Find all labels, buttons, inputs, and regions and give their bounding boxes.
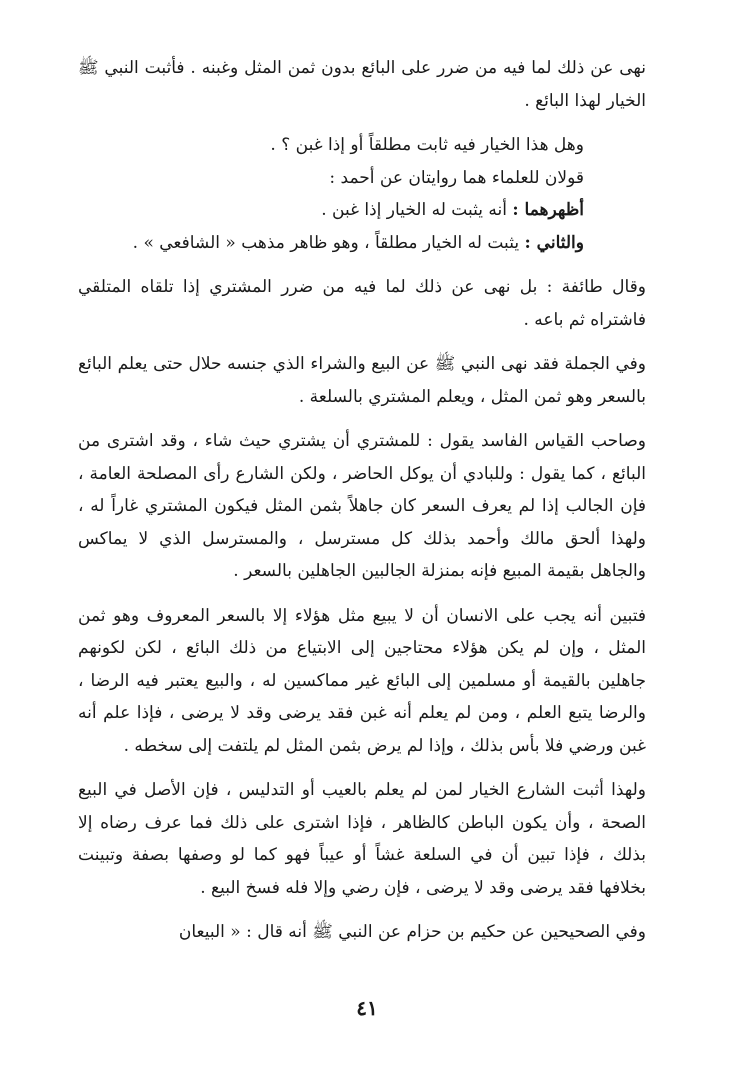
first-opinion-label: أظهرهما : [512, 200, 584, 220]
paragraph-1: نهى عن ذلك لما فيه من ضرر على البائع بدون ثمن المثل وغبنه . فأثبت النبي ﷺ الخيار لهذا البائع . [78, 58, 646, 111]
page-number: ٤١ [356, 996, 378, 1020]
second-opinion-text: يثبت له الخيار مطلقاً ، وهو ظاهر مذهب « الشافعي » . [132, 232, 520, 253]
paragraph-summary: وفي الجملة فقد نهى النبي ﷺ عن البيع والشراء الذي جنسه حلال حتى يعلم البائع بالسعر وهو ثمن المثل ، ويعلم المشتري بالسلعة . [78, 354, 646, 407]
paragraph-taifa: وقال طائفة : بل نهى عن ذلك لما فيه من ضرر المشتري إذا تلقاه المتلقي فاشتراه ثم باعه . [78, 277, 646, 330]
second-opinion-label: والثاني : [524, 232, 584, 253]
paragraph-question: وهل هذا الخيار فيه ثابت مطلقاً أو إذا غبن ؟ . [270, 135, 584, 155]
paragraph-two-opinions: قولان للعلماء هما روايتان عن أحمد : [329, 167, 584, 188]
paragraph-khiyar: ولهذا أثبت الشارع الخيار لمن لم يعلم بالعيب أو التدليس ، فإن الأصل في البيع الصحة ، وأن يكون الباطن كالظاهر ، فإذا اشترى على ذلك فما عرف رضاه إلا بذلك ، فإذا تبين أن في السلعة غشاً أو عيباً فهو كما لو وصفها بصفة وتبينت بخلافها فقد يرضى وقد لا يرضى ، فإن رضي وإلا فله فسخ البيع . [78, 780, 646, 898]
paragraph-first-opinion [78, 194, 584, 227]
paragraph-qiyas: وصاحب القياس الفاسد يقول : للمشتري أن يشتري حيث شاء ، وقد اشترى من البائع ، كما يقول : وللبادي أن يوكل الحاضر ، ولكن الشارع رأى المصلحة العامة ، فإن الجالب إذا لم يعرف السعر كان جاهلاً بثمن المثل فيكون المشتري غاراً له ، ولهذا ألحق مالك وأحمد بذلك كل مسترسل ، والمسترسل الذي لا يماكس والجاهل بقيمة المبيع فإنه بمنزلة الجالبين الجاهلين بالسعر . [78, 431, 646, 581]
paragraph-second-opinion [78, 227, 584, 260]
paragraph-conclusion: فتبين أنه يجب على الانسان أن لا يبيع مثل هؤلاء إلا بالسعر المعروف وهو ثمن المثل ، وإن لم يكن هؤلاء محتاجين إلى الابتياع من ذلك البائع ، لكن لكونهم جاهلين بالقيمة أو مسلمين إلى البائع غير مماكسين له ، والبيع يعتبر فيه الرضا ، والرضا يتبع العلم ، ومن لم يعلم أنه غبن فقد يرضى وقد لا يرضى ، فإذا علم أنه غبن ورضي فلا بأس بذلك ، وإذا لم يرض بثمن المثل لم يلتفت إلى سخطه . [78, 605, 646, 756]
first-opinion-text: أنه يثبت له الخيار إذا غبن . [321, 200, 507, 220]
paragraph-hadith: وفي الصحيحين عن حكيم بن حزام عن النبي ﷺ أنه قال : « البيعان [178, 922, 646, 942]
